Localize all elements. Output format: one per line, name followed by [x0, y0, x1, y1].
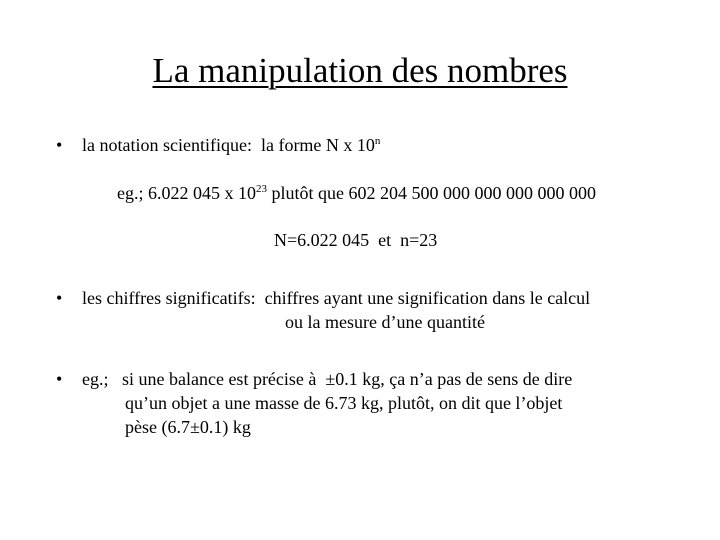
significant-figures-line-1: les chiffres significatifs: chiffres ayant une signification dans le calcul — [82, 288, 591, 308]
values-line: N=6.022 045 et n=23 — [274, 230, 438, 250]
scientific-notation-line — [82, 134, 380, 156]
balance-example-line-3: pèse (6.7±0.1) kg — [125, 417, 251, 437]
example-suffix: plutôt que 602 204 500 000 000 000 000 000 — [267, 183, 596, 203]
example-exponent: 23 — [256, 183, 267, 195]
bullet-icon: • — [56, 135, 63, 155]
bullet-icon: • — [56, 369, 63, 389]
balance-example-line-1: eg.; si une balance est précise à ±0.1 kg, ça n’a pas de sens de dire — [82, 369, 573, 389]
scientific-notation-text: la notation scientifique: la forme N x 10 — [82, 135, 375, 155]
bullet-icon: • — [56, 288, 63, 308]
scientific-notation-exponent: n — [374, 135, 381, 147]
example-prefix: eg.; 6.022 045 x 10 — [117, 183, 256, 203]
example-line — [117, 182, 596, 204]
balance-example-line-2: qu’un objet a une masse de 6.73 kg, plutôt, on dit que l’objet — [125, 393, 563, 413]
slide-title: La manipulation des nombres — [152, 51, 568, 90]
significant-figures-line-2: ou la mesure d’une quantité — [285, 312, 485, 332]
